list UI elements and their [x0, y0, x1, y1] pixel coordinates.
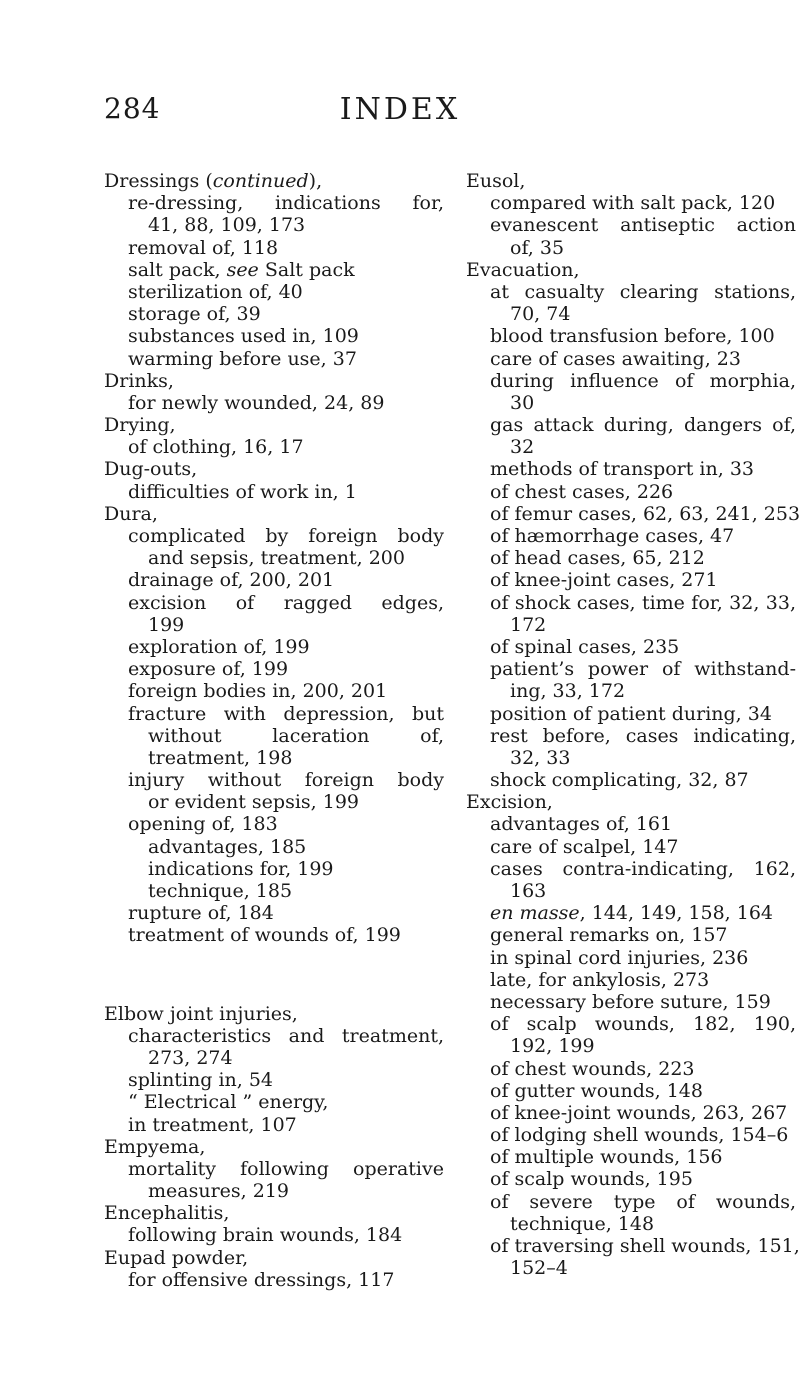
index-subentry: removal of, 118: [128, 236, 279, 259]
index-subentry: of traversing shell wounds, 151,: [490, 1235, 800, 1257]
index-subentry: in spinal cord injuries, 236: [490, 946, 749, 969]
index-subentry: exploration of, 199: [128, 635, 310, 658]
index-subentry: position of patient during, 34: [490, 702, 772, 725]
index-subentry: storage of, 39: [128, 303, 261, 326]
index-subentry: re-dressing, indications for,: [128, 192, 444, 215]
index-column-left: [104, 170, 444, 1291]
index-continuation: 192, 199: [510, 1035, 595, 1058]
index-subentry: warming before use, 37: [128, 347, 357, 370]
index-heading: Excision,: [466, 791, 553, 814]
index-continuation: 152–4: [510, 1257, 568, 1280]
index-subentry: rest before, cases indicating,: [490, 724, 796, 747]
index-subentry: care of cases awaiting, 23: [490, 347, 741, 370]
index-subentry: late, for ankylosis, 273: [490, 968, 710, 991]
index-subentry: care of scalpel, 147: [490, 835, 679, 858]
index-subentry: methods of transport in, 33: [490, 458, 754, 481]
index-subentry: of chest wounds, 223: [490, 1057, 695, 1080]
index-continuation: 199: [148, 613, 185, 636]
index-heading: Elbow joint injuries,: [104, 1002, 298, 1025]
index-continuation: 172: [510, 613, 547, 636]
index-column-right: [466, 170, 800, 1280]
index-subentry: splinting in, 54: [128, 1069, 274, 1092]
index-heading: Drinks,: [104, 369, 174, 392]
index-subentry: substances used in, 109: [128, 325, 359, 348]
index-subentry: drainage of, 200, 201: [128, 569, 335, 592]
index-heading: Eusol,: [466, 170, 526, 192]
index-subentry: of head cases, 65, 212: [490, 547, 705, 570]
index-continuation: advantages, 185: [148, 835, 307, 858]
index-continuation: of, 35: [510, 236, 565, 259]
index-subentry: of chest cases, 226: [490, 480, 674, 503]
index-subentry: opening of, 183: [128, 813, 278, 836]
index-subentry: at casualty clearing stations,: [490, 280, 796, 303]
index-subentry: during influence of morphia,: [490, 369, 796, 392]
index-subentry: of scalp wounds, 195: [490, 1168, 693, 1191]
index-heading: Empyema,: [104, 1135, 206, 1158]
index-heading: Eupad powder,: [104, 1246, 249, 1269]
index-subentry: of gutter wounds, 148: [490, 1079, 703, 1102]
index-subentry: of severe type of wounds,: [490, 1190, 796, 1213]
index-subentry: of femur cases, 62, 63, 241, 253: [490, 502, 800, 525]
index-subentry: of scalp wounds, 182, 190,: [490, 1013, 796, 1036]
index-continuation: or evident sepsis, 199: [148, 791, 360, 814]
index-continuation: indications for, 199: [148, 857, 334, 880]
index-subentry: of shock cases, time for, 32, 33,: [490, 591, 796, 614]
index-subentry: of multiple wounds, 156: [490, 1146, 723, 1169]
index-subentry: en masse, 144, 149, 158, 164: [490, 902, 774, 925]
index-subentry: rupture of, 184: [128, 902, 274, 925]
index-continuation: technique, 148: [510, 1212, 655, 1235]
index-subentry: exposure of, 199: [128, 658, 289, 681]
index-heading: Evacuation,: [466, 258, 580, 281]
index-continuation: 41, 88, 109, 173: [148, 214, 306, 237]
index-subentry: characteristics and treatment,: [128, 1024, 444, 1047]
page-header: [104, 92, 696, 140]
index-continuation: technique, 185: [148, 880, 293, 902]
index-subentry: for offensive dressings, 117: [128, 1268, 395, 1291]
index-continuation: treatment, 198: [148, 746, 293, 769]
index-subentry: of knee-joint wounds, 263, 267: [490, 1101, 788, 1124]
index-subentry: gas attack during, dangers of,: [490, 414, 796, 437]
index-continuation: and sepsis, treatment, 200: [148, 547, 405, 570]
index-subentry: compared with salt pack, 120: [490, 192, 776, 215]
index-subentry: in treatment, 107: [128, 1113, 297, 1136]
index-continuation: 30: [510, 391, 535, 414]
index-subentry: patient’s power of withstand-: [490, 658, 796, 681]
index-subentry: treatment of wounds of, 199: [128, 924, 401, 947]
index-heading: Encephalitis,: [104, 1202, 230, 1225]
index-continuation: 163: [510, 880, 547, 902]
index-continuation: 273, 274: [148, 1046, 233, 1069]
index-subentry: advantages of, 161: [490, 813, 673, 836]
page-number: 284: [104, 92, 161, 125]
index-continuation: 32: [510, 436, 535, 459]
index-subentry: for newly wounded, 24, 89: [128, 391, 385, 414]
index-subentry: shock complicating, 32, 87: [490, 769, 749, 792]
index-subentry: fracture with depression, but: [128, 702, 444, 725]
index-continuation: 32, 33: [510, 746, 571, 769]
index-subentry: general remarks on, 157: [490, 924, 728, 947]
index-subentry: of clothing, 16, 17: [128, 436, 304, 459]
index-subentry: following brain wounds, 184: [128, 1224, 403, 1247]
index-subentry: of hæmorrhage cases, 47: [490, 525, 735, 547]
index-continuation: ing, 33, 172: [510, 680, 626, 703]
index-continuation: measures, 219: [148, 1180, 289, 1203]
index-subentry: blood transfusion before, 100: [490, 325, 775, 348]
index-subentry: of spinal cases, 235: [490, 635, 680, 658]
index-subentry: evanescent antiseptic action: [490, 214, 796, 237]
index-subentry: mortality following operative: [128, 1157, 444, 1180]
index-heading: Dug-outs,: [104, 458, 198, 481]
index-continuation: 70, 74: [510, 303, 571, 326]
index-subentry: sterilization of, 40: [128, 280, 303, 303]
index-subentry: salt pack, see Salt pack: [128, 258, 355, 281]
index-subentry: of knee-joint cases, 271: [490, 569, 718, 592]
index-subentry: complicated by foreign body: [128, 525, 444, 547]
index-continuation: without laceration of,: [148, 724, 444, 747]
index-subentry: foreign bodies in, 200, 201: [128, 680, 388, 703]
index-section-gap: [104, 947, 444, 1003]
index-subentry: necessary before suture, 159: [490, 990, 771, 1013]
index-heading: Drying,: [104, 414, 176, 437]
index-heading: Dressings (continued),: [104, 170, 323, 192]
index-heading: Dura,: [104, 502, 158, 525]
index-subentry: “ Electrical ” energy,: [128, 1091, 329, 1114]
index-subentry: injury without foreign body: [128, 769, 444, 792]
index-subentry: cases contra-indicating, 162,: [490, 857, 796, 880]
index-subentry: difficulties of work in, 1: [128, 480, 357, 503]
page-title: INDEX: [339, 92, 461, 127]
index-subentry: excision of ragged edges,: [128, 591, 444, 614]
index-subentry: of lodging shell wounds, 154–6: [490, 1124, 789, 1147]
